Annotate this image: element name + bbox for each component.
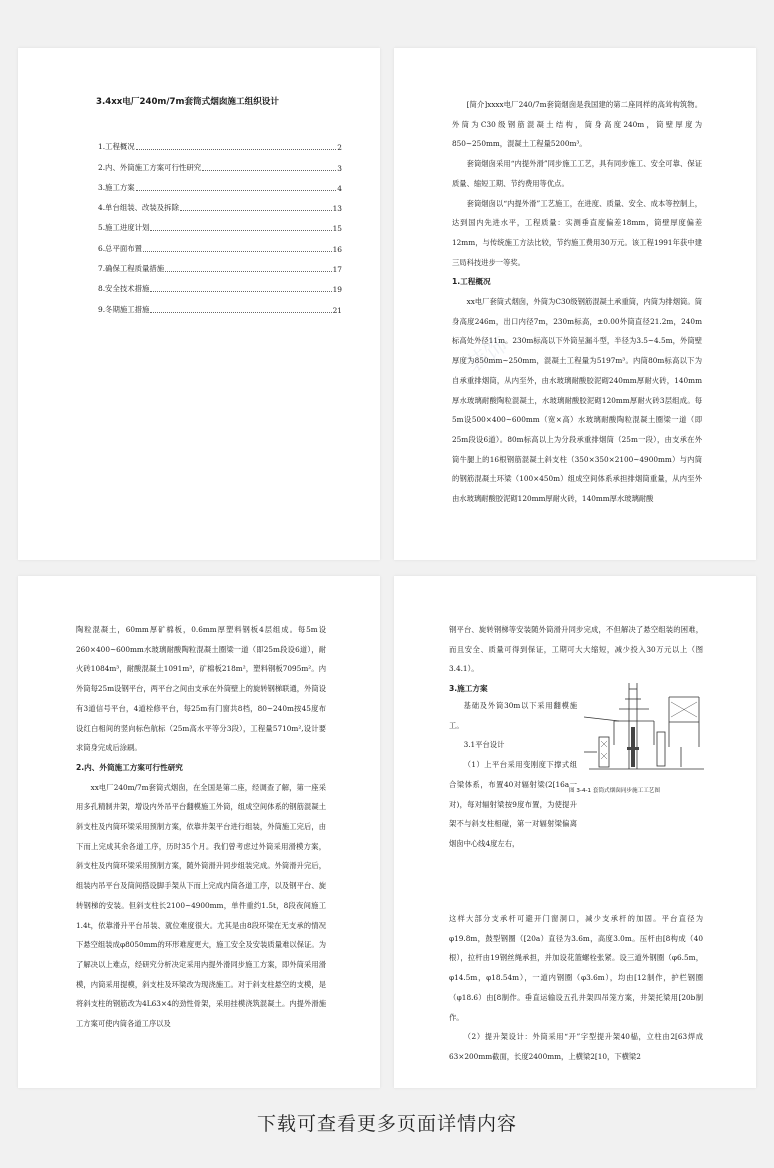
toc-item-page: 15 bbox=[332, 224, 342, 234]
paragraph: xx电厂240m/7m套筒式烟囱，在全国是第二座，经调查了解，第一座采用多孔精制井架，增设内外吊平台翻模施工外筒，组成空间体系的钢筋混凝土斜支柱及内筒环梁采用预制方案，依靠井架平台进行组装，外筒施工完后，由下而上完成其余各道工序，历时35个月。我们曾考虑过外筒采用滑模方案，斜支柱及内筒环梁采用预制方案，随外筒滑升同步组装完成。外筒滑升完后，组装内吊平台及筒间搭设脚手架从下而上完成内筒各道工序，以及钢平台、旋转钢梯的安装。但斜支柱长2100~4900mm，单件重约1.5t，8段夜间施工1.4t，依靠滑升平台吊装、就位难度很大。尤其是由8段环梁在无支承的情况下悬空组装成φ8050mm的环形难度更大，施工安全及安装质量难以保证。为了解决以上难点，经研究分析决定采用内提外滑同步施工方案，即外筒采用滑模，内筒采用提模，斜支柱及环梁改为现浇施工。对于斜支柱悬空的支模，是将斜支柱的钢筋改为4L63×4的劲性骨架，采用挂模浇筑混凝土。内提外滑施工方案可使内筒各道工序以及 bbox=[76, 782, 326, 1029]
toc-leader bbox=[202, 170, 336, 171]
toc-item-label: 6.总平面布置 bbox=[98, 243, 143, 253]
document-title: 3.4xx电厂240m/7m套筒式烟囱施工组织设计 bbox=[96, 97, 279, 107]
toc-item-label: 7.确保工程质量措施 bbox=[98, 264, 165, 274]
construction-figure bbox=[569, 677, 709, 877]
paragraph: 套筒烟囱以“内提外滑”工艺施工，在进度、质量、安全、成本等控制上，达到国内先进水平，工程质量：实测垂直度偏差18mm，筒壁厚度偏差12mm，与传统施工方法比较，节约施工费用30万元。该工程1991年获中建三局科技进步一等奖。 bbox=[452, 198, 702, 267]
page-3-body bbox=[76, 620, 326, 1034]
toc-item-page: 2 bbox=[337, 143, 342, 153]
intro-paragraph: [简介]xxxx电厂240/7m套筒烟囱是我国建的第二座同样的高耸构筑物。外筒为C30级钢筋混凝土结构，筒身高度240m，筒壁厚度为850~250mm，混凝土工程量5200m³。 bbox=[452, 100, 702, 149]
toc-item[interactable] bbox=[98, 152, 342, 172]
toc-item[interactable] bbox=[98, 132, 342, 152]
document-page-3 bbox=[18, 576, 380, 1088]
toc-item-page: 17 bbox=[332, 265, 342, 275]
toc-item-label: 8.安全技术措施 bbox=[98, 284, 150, 294]
toc-leader bbox=[165, 271, 331, 272]
toc-leader bbox=[150, 291, 331, 292]
toc-leader bbox=[150, 312, 331, 313]
page-2-body bbox=[452, 95, 702, 509]
page-4-body-bottom bbox=[449, 909, 703, 1067]
toc-item-label: 4.单台组装、改装及拆除 bbox=[98, 203, 179, 213]
toc-item-page: 16 bbox=[332, 244, 342, 254]
paragraph: 基础及外筒30m以下采用翻模施工。 bbox=[449, 701, 577, 730]
paragraph: （2）提升架设计：外筒采用“开”字型提升架40榀，立柱由2[63焊成63×200mm截面，长度2400mm，上横梁2[10，下横梁2 bbox=[449, 1032, 703, 1061]
document-page-2 bbox=[394, 48, 756, 560]
toc-item-page: 3 bbox=[337, 163, 342, 173]
toc-item-page: 21 bbox=[332, 305, 342, 315]
subsection-heading: 3.1平台设计 bbox=[463, 740, 505, 750]
toc-item-label: 9.冬期施工措施 bbox=[98, 304, 150, 314]
toc-item-page: 4 bbox=[337, 183, 342, 193]
toc-item[interactable] bbox=[98, 173, 342, 193]
toc-item-label: 3.施工方案 bbox=[98, 182, 135, 192]
paragraph: 陶粒混凝土，60mm厚矿棉板，0.6mm厚塑料钢板4层组成。每5m设260×400~600mm水玻璃耐酸陶粒混凝土圈梁一道（即25m段设6道），耐火砖1084m³，耐酸混凝土1091m³，矿棉板218m²，塑料钢板7095m²。内外筒每25m设钢平台，两平台之间由支承在外筒壁上的旋转钢梯联通，外筒设有3道信号平台，4道栓修平台，每25m有门窗共8档，80~240m按45度布设红白相间的竖向标色航标（25m高水平等分3段），工程量5710m²,设计要求筒身完成后涂刷。 bbox=[76, 625, 326, 753]
page-4-body-left bbox=[449, 696, 577, 854]
toc-leader bbox=[136, 149, 337, 150]
toc-item-page: 19 bbox=[332, 285, 342, 295]
paragraph: 钢平台、旋转钢梯等安装随外筒滑升同步完成，不但解决了悬空组装的困难，而且安全、质量可得到保证，工期可大大缩短，减少投入30万元以上（图3.4.1）。 bbox=[449, 625, 703, 674]
section-heading: 3.施工方案 bbox=[449, 684, 488, 694]
toc-item[interactable] bbox=[98, 294, 342, 314]
toc-item[interactable] bbox=[98, 193, 342, 213]
toc-leader bbox=[136, 190, 337, 191]
toc-item-label: 2.内、外筒施工方案可行性研究 bbox=[98, 162, 202, 172]
paragraph: （1）上平台采用变刚度下撑式组合梁体系，布置40对辐射梁(2[16a一对)，每对辐射梁按9度布置，为使提升架不与斜支柱相碰，第一对辐射梁偏离烟囱中心线4度左右， bbox=[449, 760, 577, 848]
toc-item-label: 1.工程概况 bbox=[98, 142, 135, 152]
toc-item-page: 13 bbox=[332, 204, 342, 214]
toc-leader bbox=[143, 251, 332, 252]
toc-leader bbox=[150, 230, 331, 231]
download-prompt-text: 下载可查看更多页面详情内容 bbox=[256, 1113, 517, 1135]
watermark: 装饰 bbox=[461, 332, 513, 379]
toc-item[interactable] bbox=[98, 274, 342, 294]
paragraph: 这样大部分支承杆可避开门窗洞口，减少支承杆的加固。平台直径为φ19.8m，鼓型钢圈（[20a）直径为3.6m，高度3.0m。压杆由[8构成（40根），拉杆由19钢丝绳承担，并加设花篮螺栓张紧。设三道外钢圈（φ6.5m，φ14.5m，φ18.54m），一道内钢圈（φ3.6m），均由[12制作，护栏钢圈（φ18.6）由[8制作。垂直运输设五孔井架四吊笼方案，井架托梁用[20b制作。 bbox=[449, 914, 703, 1022]
document-page-1 bbox=[18, 48, 380, 560]
paragraph: 套筒烟囱采用“内提外滑”同步施工工艺，具有同步施工、安全可靠、保证质量、缩短工期、节约费用等优点。 bbox=[452, 159, 702, 188]
paragraph: xx电厂套筒式烟囱，外筒为C30级钢筋混凝土承重筒，内筒为排烟筒。筒身高度246m，出口内径7m，230m标高，±0.00外筒直径21.2m，240m标高处外径11m。230m标高以下外筒呈漏斗型，半径为3.5~4.5m，外筒壁厚度为850mm~250mm，混凝土工程量为5197m³。内筒80m标高以下为自承重排烟筒，从内至外，由水玻璃耐酸胶泥砌240mm厚耐火砖，140mm厚水玻璃耐酸陶粒混凝土，水玻璃耐酸胶泥砌120mm厚耐火砖3层组成。每5m设500×400~600mm（宽×高）水玻璃耐酸陶粒混凝土圈梁一道（即25m段设6道）。80m标高以上为分段承重排烟筒（25m一段），由支承在外筒牛腿上的16根钢筋混凝土斜支柱（350×350×2100~4900mm）与内筒的钢筋混凝土环梁（100×450m）组成空间体系承担排烟筒重量，从内至外由水玻璃耐酸胶泥砌120mm厚耐火砖，140mm厚水玻璃耐酸 bbox=[452, 297, 702, 504]
figure-caption: 图 3-4-1 套筒式烟囱同步施工工艺图 bbox=[569, 788, 660, 794]
toc-item[interactable] bbox=[98, 233, 342, 253]
section-heading: 2.内、外筒施工方案可行性研究 bbox=[76, 762, 183, 772]
toc-item[interactable] bbox=[98, 254, 342, 274]
chimney-construction-diagram bbox=[569, 677, 709, 787]
document-page-4 bbox=[394, 576, 756, 1088]
section-heading: 1.工程概况 bbox=[452, 277, 491, 287]
table-of-contents bbox=[98, 132, 342, 315]
toc-item-label: 5.施工进度计划 bbox=[98, 223, 150, 233]
toc-leader bbox=[180, 210, 332, 211]
toc-item[interactable] bbox=[98, 213, 342, 233]
